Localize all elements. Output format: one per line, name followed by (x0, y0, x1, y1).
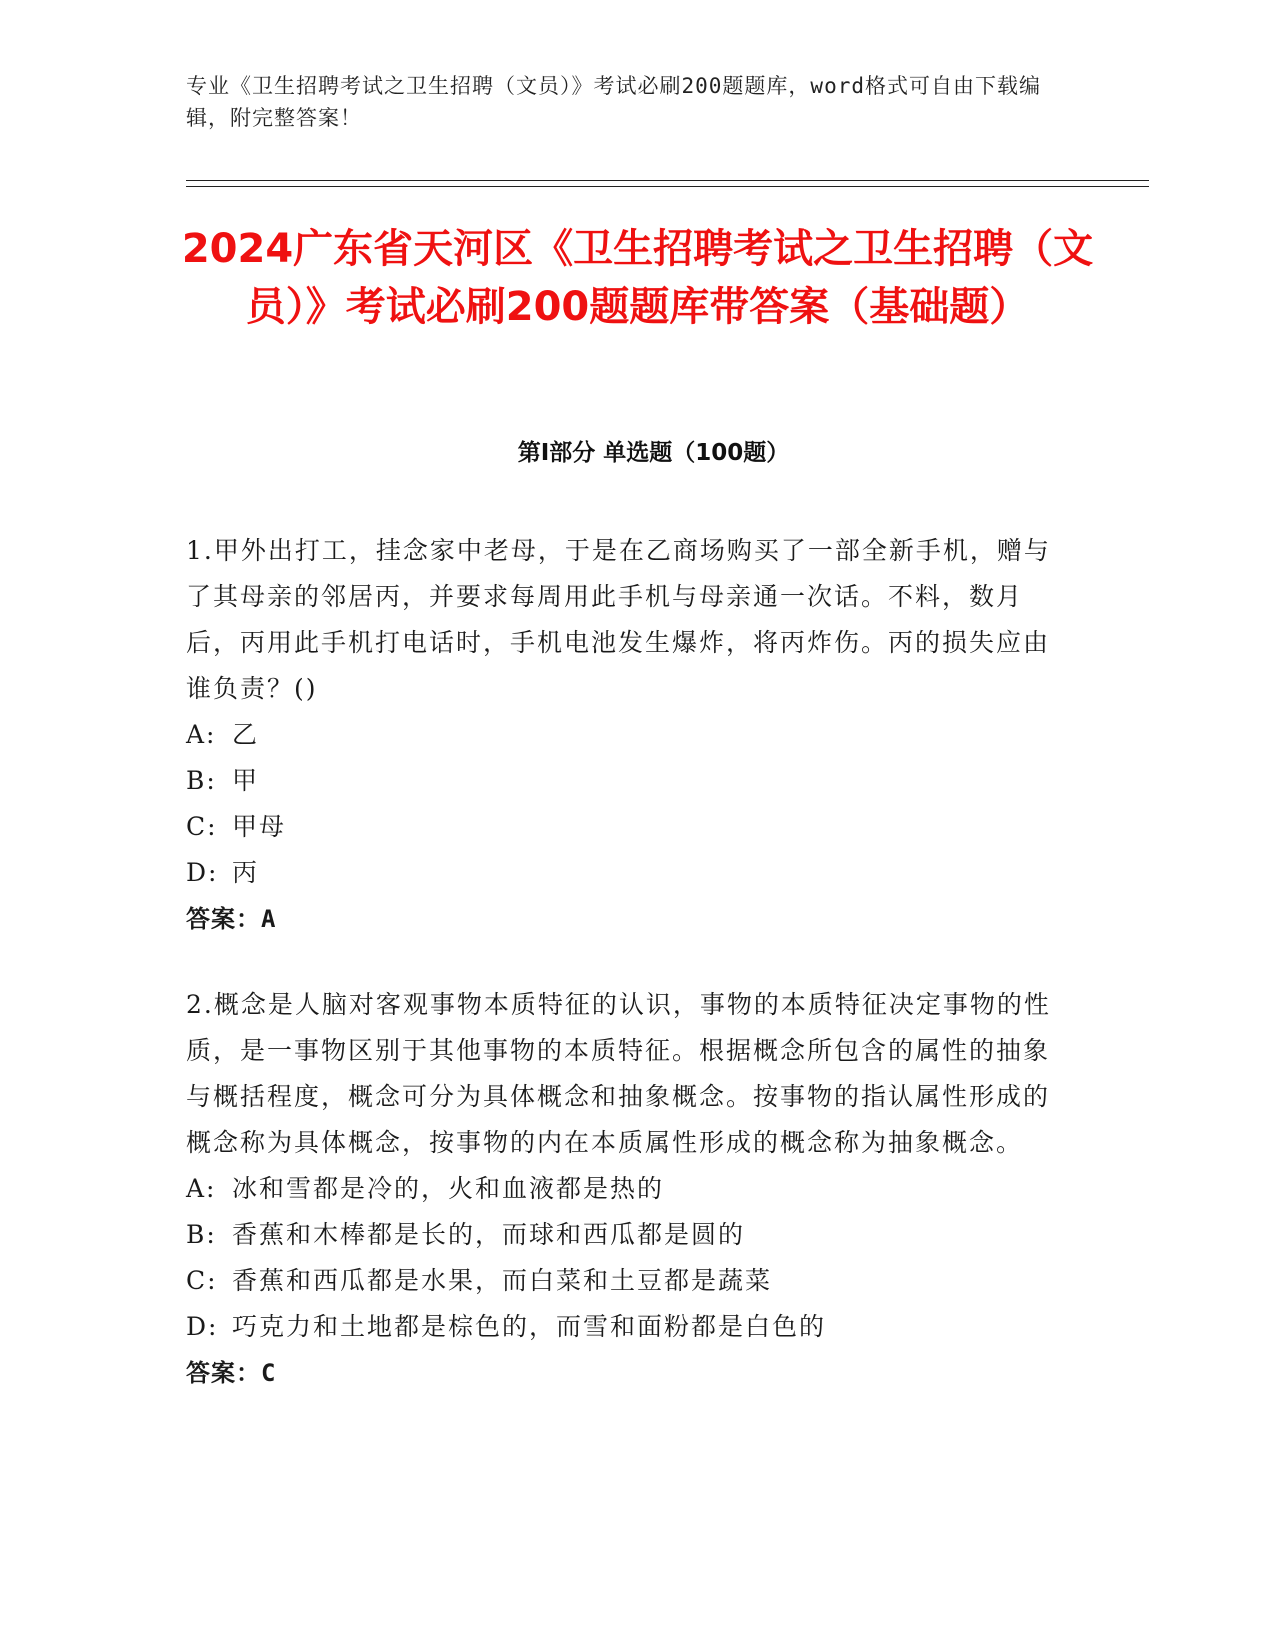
option-d (186, 1304, 1066, 1350)
option-key: B: (186, 1220, 217, 1249)
option-text: 甲母 (232, 812, 287, 841)
header-divider-top (186, 180, 1149, 181)
answer-value: C (261, 1359, 277, 1387)
option-key: D: (186, 1312, 219, 1341)
question-text: 1.甲外出打工，挂念家中老母，于是在乙商场购买了一部全新手机，赠与了其母亲的邻居丙，并要求每周用此手机与母亲通一次话。不料，数月后，丙用此手机打电话时，手机电池发生爆炸，将丙炸伤。丙的损失应由谁负责？() (186, 536, 1051, 703)
option-text: 香蕉和西瓜都是水果，而白菜和土豆都是蔬菜 (232, 1266, 773, 1295)
option-b (186, 758, 1066, 804)
option-text: 丙 (232, 858, 260, 887)
option-text: 冰和雪都是冷的，火和血液都是热的 (232, 1174, 665, 1203)
option-a (186, 1166, 1066, 1212)
answer-line (186, 896, 1066, 942)
question-text: 2.概念是人脑对客观事物本质特征的认识，事物的本质特征决定事物的性质，是一事物区别于其他事物的本质特征。根据概念所包含的属性的抽象与概括程度，概念可分为具体概念和抽象概念。按事物的指认属性形成的概念称为具体概念，按事物的内在本质属性形成的概念称为抽象概念。 (186, 990, 1051, 1157)
answer-line (186, 1350, 1066, 1396)
section-title: 第I部分 单选题（100题） (517, 440, 790, 466)
answer-label: 答案： (186, 1359, 261, 1387)
option-key: A: (186, 720, 217, 749)
header-note: 专业《卫生招聘考试之卫生招聘（文员）》考试必刷200题题库，word格式可自由下载编辑，附完整答案！ (186, 74, 1041, 130)
header-divider-bottom (186, 186, 1149, 187)
option-b (186, 1212, 1066, 1258)
option-key: D: (186, 858, 219, 887)
option-c (186, 804, 1066, 850)
option-c (186, 1258, 1066, 1304)
option-a (186, 712, 1066, 758)
option-d (186, 850, 1066, 896)
answer-label: 答案： (186, 905, 261, 933)
option-text: 巧克力和土地都是棕色的，而雪和面粉都是白色的 (232, 1312, 827, 1341)
option-text: 香蕉和木棒都是长的，而球和西瓜都是圆的 (232, 1220, 746, 1249)
option-key: A: (186, 1174, 217, 1203)
answer-value: A (261, 905, 277, 933)
option-key: C: (186, 1266, 218, 1295)
question-2 (186, 982, 1066, 1396)
question-1 (186, 528, 1066, 942)
option-text: 乙 (232, 720, 260, 749)
option-key: C: (186, 812, 218, 841)
option-key: B: (186, 766, 217, 795)
document-title: 2024广东省天河区《卫生招聘考试之卫生招聘（文员）》考试必刷200题题库带答案（基础题） (181, 226, 1094, 330)
option-text: 甲 (232, 766, 260, 795)
